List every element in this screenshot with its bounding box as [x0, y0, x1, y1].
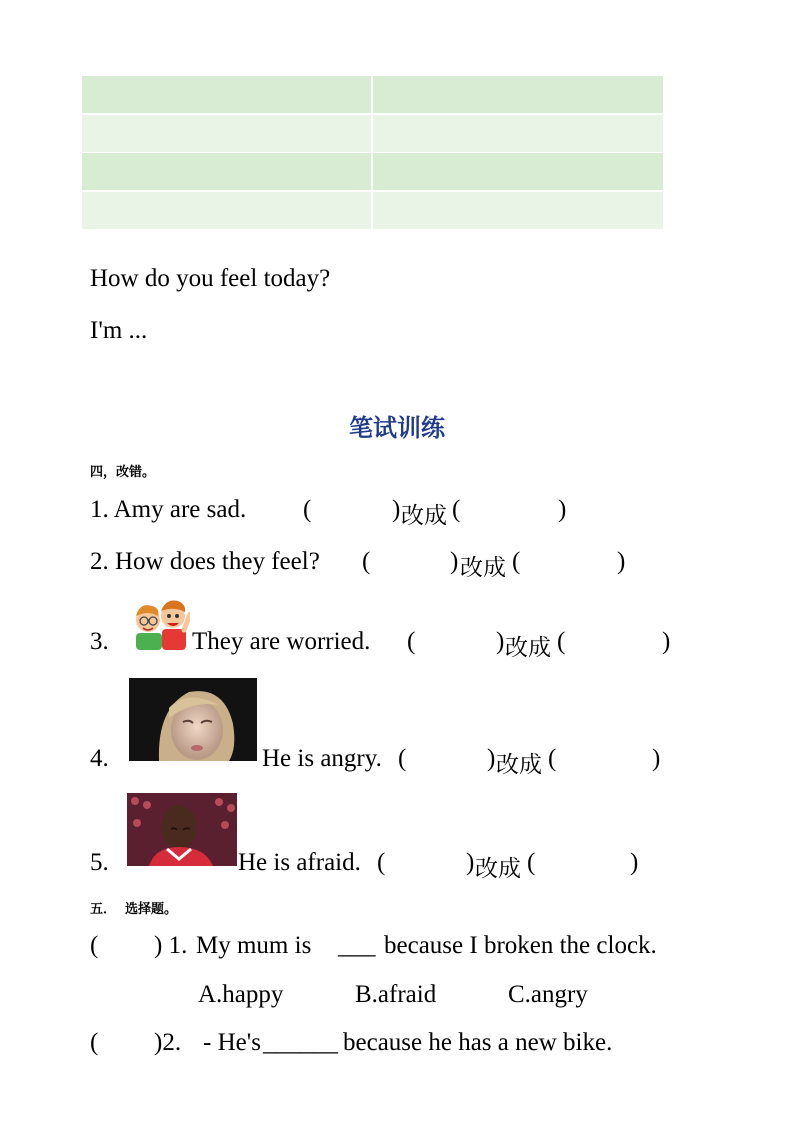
- answer-paren-open: (: [90, 932, 99, 959]
- question-text: because I broken the clock.: [384, 932, 657, 959]
- question-text: My mum is: [196, 932, 312, 959]
- table-row: [82, 76, 663, 113]
- change-label: 改成: [460, 555, 506, 581]
- item-number: 5.: [90, 849, 109, 876]
- question-number: )2.: [154, 1029, 182, 1056]
- answer-paren-close: ): [487, 745, 496, 772]
- answer-paren-open: (: [90, 1029, 99, 1056]
- item-text: He is angry.: [262, 745, 382, 772]
- question-blank: ___: [338, 932, 376, 959]
- table-cell: [82, 153, 371, 190]
- answer-paren-open: (: [303, 496, 312, 523]
- item-text: Amy are sad.: [113, 496, 247, 523]
- sad-girl-photo: [129, 678, 257, 761]
- answer-paren-close: ): [617, 548, 626, 575]
- answer-paren-open: (: [377, 849, 386, 876]
- answer-paren-close: ): [662, 628, 671, 655]
- feelings-table: [82, 76, 663, 231]
- option-a: A.happy: [198, 981, 284, 1008]
- question-blank: ______: [263, 1029, 338, 1056]
- section5-heading: 五． 选择题。: [90, 902, 178, 917]
- item-number: 1.: [90, 496, 109, 523]
- table-cell: [82, 115, 371, 152]
- answer-paren-open: (: [452, 496, 461, 523]
- table-cell: [82, 76, 371, 113]
- change-label: 改成: [401, 503, 447, 529]
- item-text: He is afraid.: [238, 849, 361, 876]
- dialogue-question: How do you feel today?: [90, 265, 331, 292]
- answer-paren-close: ): [496, 628, 505, 655]
- table-cell: [373, 192, 663, 229]
- answer-paren-close: ): [652, 745, 661, 772]
- item-text: How does they feel?: [115, 548, 320, 575]
- question-number: ) 1.: [154, 932, 188, 959]
- question-text: - He's: [203, 1029, 261, 1056]
- table-cell: [82, 192, 371, 229]
- change-label: 改成: [505, 635, 551, 661]
- answer-paren-close: ): [630, 849, 639, 876]
- answer-paren-close: ): [466, 849, 475, 876]
- table-cell: [373, 76, 663, 113]
- answer-paren-close: ): [558, 496, 567, 523]
- table-row: [82, 115, 663, 152]
- section-title: 笔试训练: [349, 413, 445, 442]
- answer-paren-open: (: [407, 628, 416, 655]
- table-row: [82, 153, 663, 190]
- answer-paren-open: (: [512, 548, 521, 575]
- item-number: 4.: [90, 745, 109, 772]
- answer-paren-open: (: [398, 745, 407, 772]
- option-c: C.angry: [508, 981, 588, 1008]
- answer-paren-open: (: [557, 628, 566, 655]
- item-number: 2.: [90, 548, 109, 575]
- table-cell: [373, 115, 663, 152]
- change-label: 改成: [496, 752, 542, 778]
- answer-paren-open: (: [527, 849, 536, 876]
- change-label: 改成: [475, 856, 521, 882]
- correction-item-1: [90, 497, 246, 522]
- answer-paren-close: ): [450, 548, 459, 575]
- table-row: [82, 192, 663, 229]
- question-text: because he has a new bike.: [343, 1029, 613, 1056]
- item-text: They are worried.: [192, 628, 371, 655]
- correction-item-2: [90, 549, 320, 574]
- dialogue-answer: I'm ...: [90, 317, 148, 344]
- answer-paren-open: (: [548, 745, 557, 772]
- table-cell: [373, 153, 663, 190]
- kids-cartoon-image: [128, 594, 190, 650]
- section4-heading: 四，改错。: [90, 465, 156, 480]
- answer-paren-open: (: [362, 548, 371, 575]
- item-number: 3.: [90, 628, 109, 655]
- option-b: B.afraid: [355, 981, 437, 1008]
- basketball-player-photo: [127, 793, 237, 866]
- answer-paren-close: ): [392, 496, 401, 523]
